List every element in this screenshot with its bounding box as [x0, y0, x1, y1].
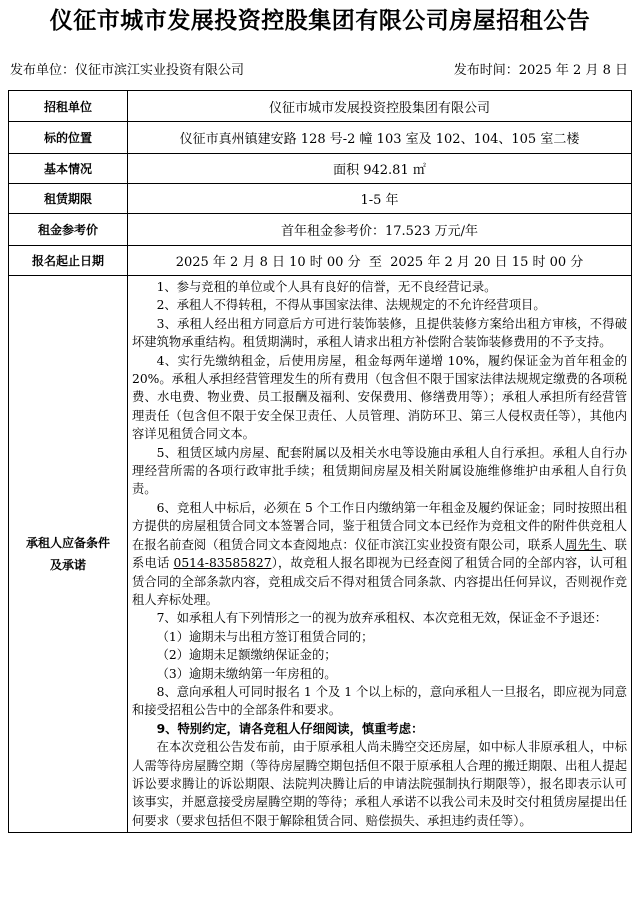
page-title: 仪征市城市发展投资控股集团有限公司房屋招租公告: [49, 8, 591, 34]
publisher: 发布单位：仪征市滨江实业投资有限公司: [10, 63, 245, 78]
row-location: [9, 122, 632, 154]
condition-2: 2、承租人不得转租，不得从事国家法律、法规规定的不允许经营项目。: [156, 298, 546, 313]
condition-6: [132, 499, 627, 609]
condition-7-item-3: （3）逾期未缴纳第一年房租的。: [156, 666, 337, 681]
condition-1: 1、参与竞租的单位或个人具有良好的信誉，无不良经营记录。: [156, 280, 497, 294]
condition-6-part-c: ），故竞租人报名即视为已经查阅了租赁合同的全部内容，认可租赁合同的全部条款内容，竞租成交后不得对租赁合同条款、内容提出任何异议，否则视作竞租人弃标处理。: [132, 556, 627, 607]
row-conditions: [9, 276, 632, 833]
contact-phone: 0514-83585827: [173, 556, 272, 571]
condition-6-part-b: 、联系电话: [132, 537, 627, 571]
contact-person: 周先生: [565, 537, 603, 552]
value-location: 仪征市真州镇建安路 128 号-2 幢 103 室及 102、104、105 室二楼: [128, 122, 632, 154]
condition-8: 8、意向承租人可同时报名 1 个及 1 个以上标的，意向承租人一旦报名，即应视为同意和接受招租公告中的全部条件和要求。: [132, 684, 627, 718]
label-rent: 租金参考价: [9, 214, 128, 246]
value-signup: 2025 年 2 月 8 日 10 时 00 分 至 2025 年 2 月 20 日 15 时 00 分: [128, 246, 632, 276]
condition-5: 5、租赁区域内房屋、配套附属以及相关水电等设施由承租人自行承担。承租人自行办理经营所需的各项行政审批手续；租赁期间房屋及相关附属设施维修维护由承租人自行负责。: [132, 445, 627, 497]
value-rent: 首年租金参考价：17.523 万元/年: [128, 214, 632, 246]
condition-7: 7、如承租人有下列情形之一的视为放弃承租权、本次竞租无效，保证金不予退还：: [156, 611, 608, 626]
rental-info-table: [8, 90, 632, 833]
condition-6-part-a: 6、竞租人中标后，必须在 5 个工作日内缴纳第一年租金及履约保证金；同时按照出租方提供的房屋租赁合同文本签署合同，鉴于租赁合同文本已经作为竞租文件的附件供竞租人在报名前查阅（租赁合同文本查阅地点：仪征市滨江实业投资有限公司，联系人: [132, 500, 627, 552]
condition-4: 4、实行先缴纳租金，后使用房屋，租金每两年递增 10%，履约保证金为首年租金的 20%。承租人承担经营管理发生的所有费用（包含但不限于国家法律法规规定缴费的各项税费、水电费、物业费、员工报酬及福利、安保费用、修缮费用等）；承租人承担所有经营管理责任（包含但不限于安全保卫责任、人员管理、消防环卫、第三人侵权责任等），其他内容详见租赁合同文本。: [132, 353, 627, 442]
condition-3: 3、承租人经出租方同意后方可进行装饰装修，且提供装修方案给出租方审核，不得破坏建筑物承重结构。租赁期满时，承租人请求出租方补偿附合装饰装修费用的不予支持。: [132, 316, 627, 350]
conditions-label-line1: 承租人应备条件: [25, 536, 110, 551]
label-term: 租赁期限: [9, 184, 128, 214]
value-basic: 面积 942.81 ㎡: [128, 154, 632, 184]
row-term: [9, 184, 632, 214]
value-term: 1-5 年: [128, 184, 632, 214]
label-basic: 基本情况: [9, 154, 128, 184]
condition-9-title: 9、特别约定，请各竞租人仔细阅读，慎重考虑：: [156, 721, 424, 736]
row-basic: [9, 154, 632, 184]
conditions-label-line2: 及承诺: [49, 558, 86, 573]
publish-meta: [4, 56, 636, 86]
value-unit: 仪征市城市发展投资控股集团有限公司: [128, 91, 632, 122]
label-signup: 报名起止日期: [9, 246, 128, 276]
condition-7-item-1: （1）逾期未与出租方签订租赁合同的；: [156, 629, 374, 644]
label-unit: 招租单位: [9, 91, 128, 122]
publish-time: 发布时间：2025 年 2 月 8 日: [453, 63, 628, 78]
condition-7-item-2: （2）逾期未足额缴纳保证金的；: [156, 648, 337, 663]
row-unit: [9, 91, 632, 122]
row-rent: [9, 214, 632, 246]
label-location: 标的位置: [9, 122, 128, 154]
condition-9-body: 在本次竞租公告发布前，由于原承租人尚未腾空交还房屋，如中标人非原承租人，中标人需等待房屋腾空期（等待房屋腾空期包括但不限于原承租人合理的搬迁期限、出租人提起诉讼要求腾让的诉讼期限、法院判决腾让后的申请法院强制执行期限等），报名即表示认可该事实，并愿意接受房屋腾空期的等待；承租人承诺不以我公司未及时交付租赁房屋提出任何要求（要求包括但不限于解除租赁合同、赔偿损失、承担违约责任等）。: [132, 740, 627, 828]
row-signup: [9, 246, 632, 276]
label-conditions: [9, 276, 128, 833]
conditions-content: [128, 276, 632, 833]
